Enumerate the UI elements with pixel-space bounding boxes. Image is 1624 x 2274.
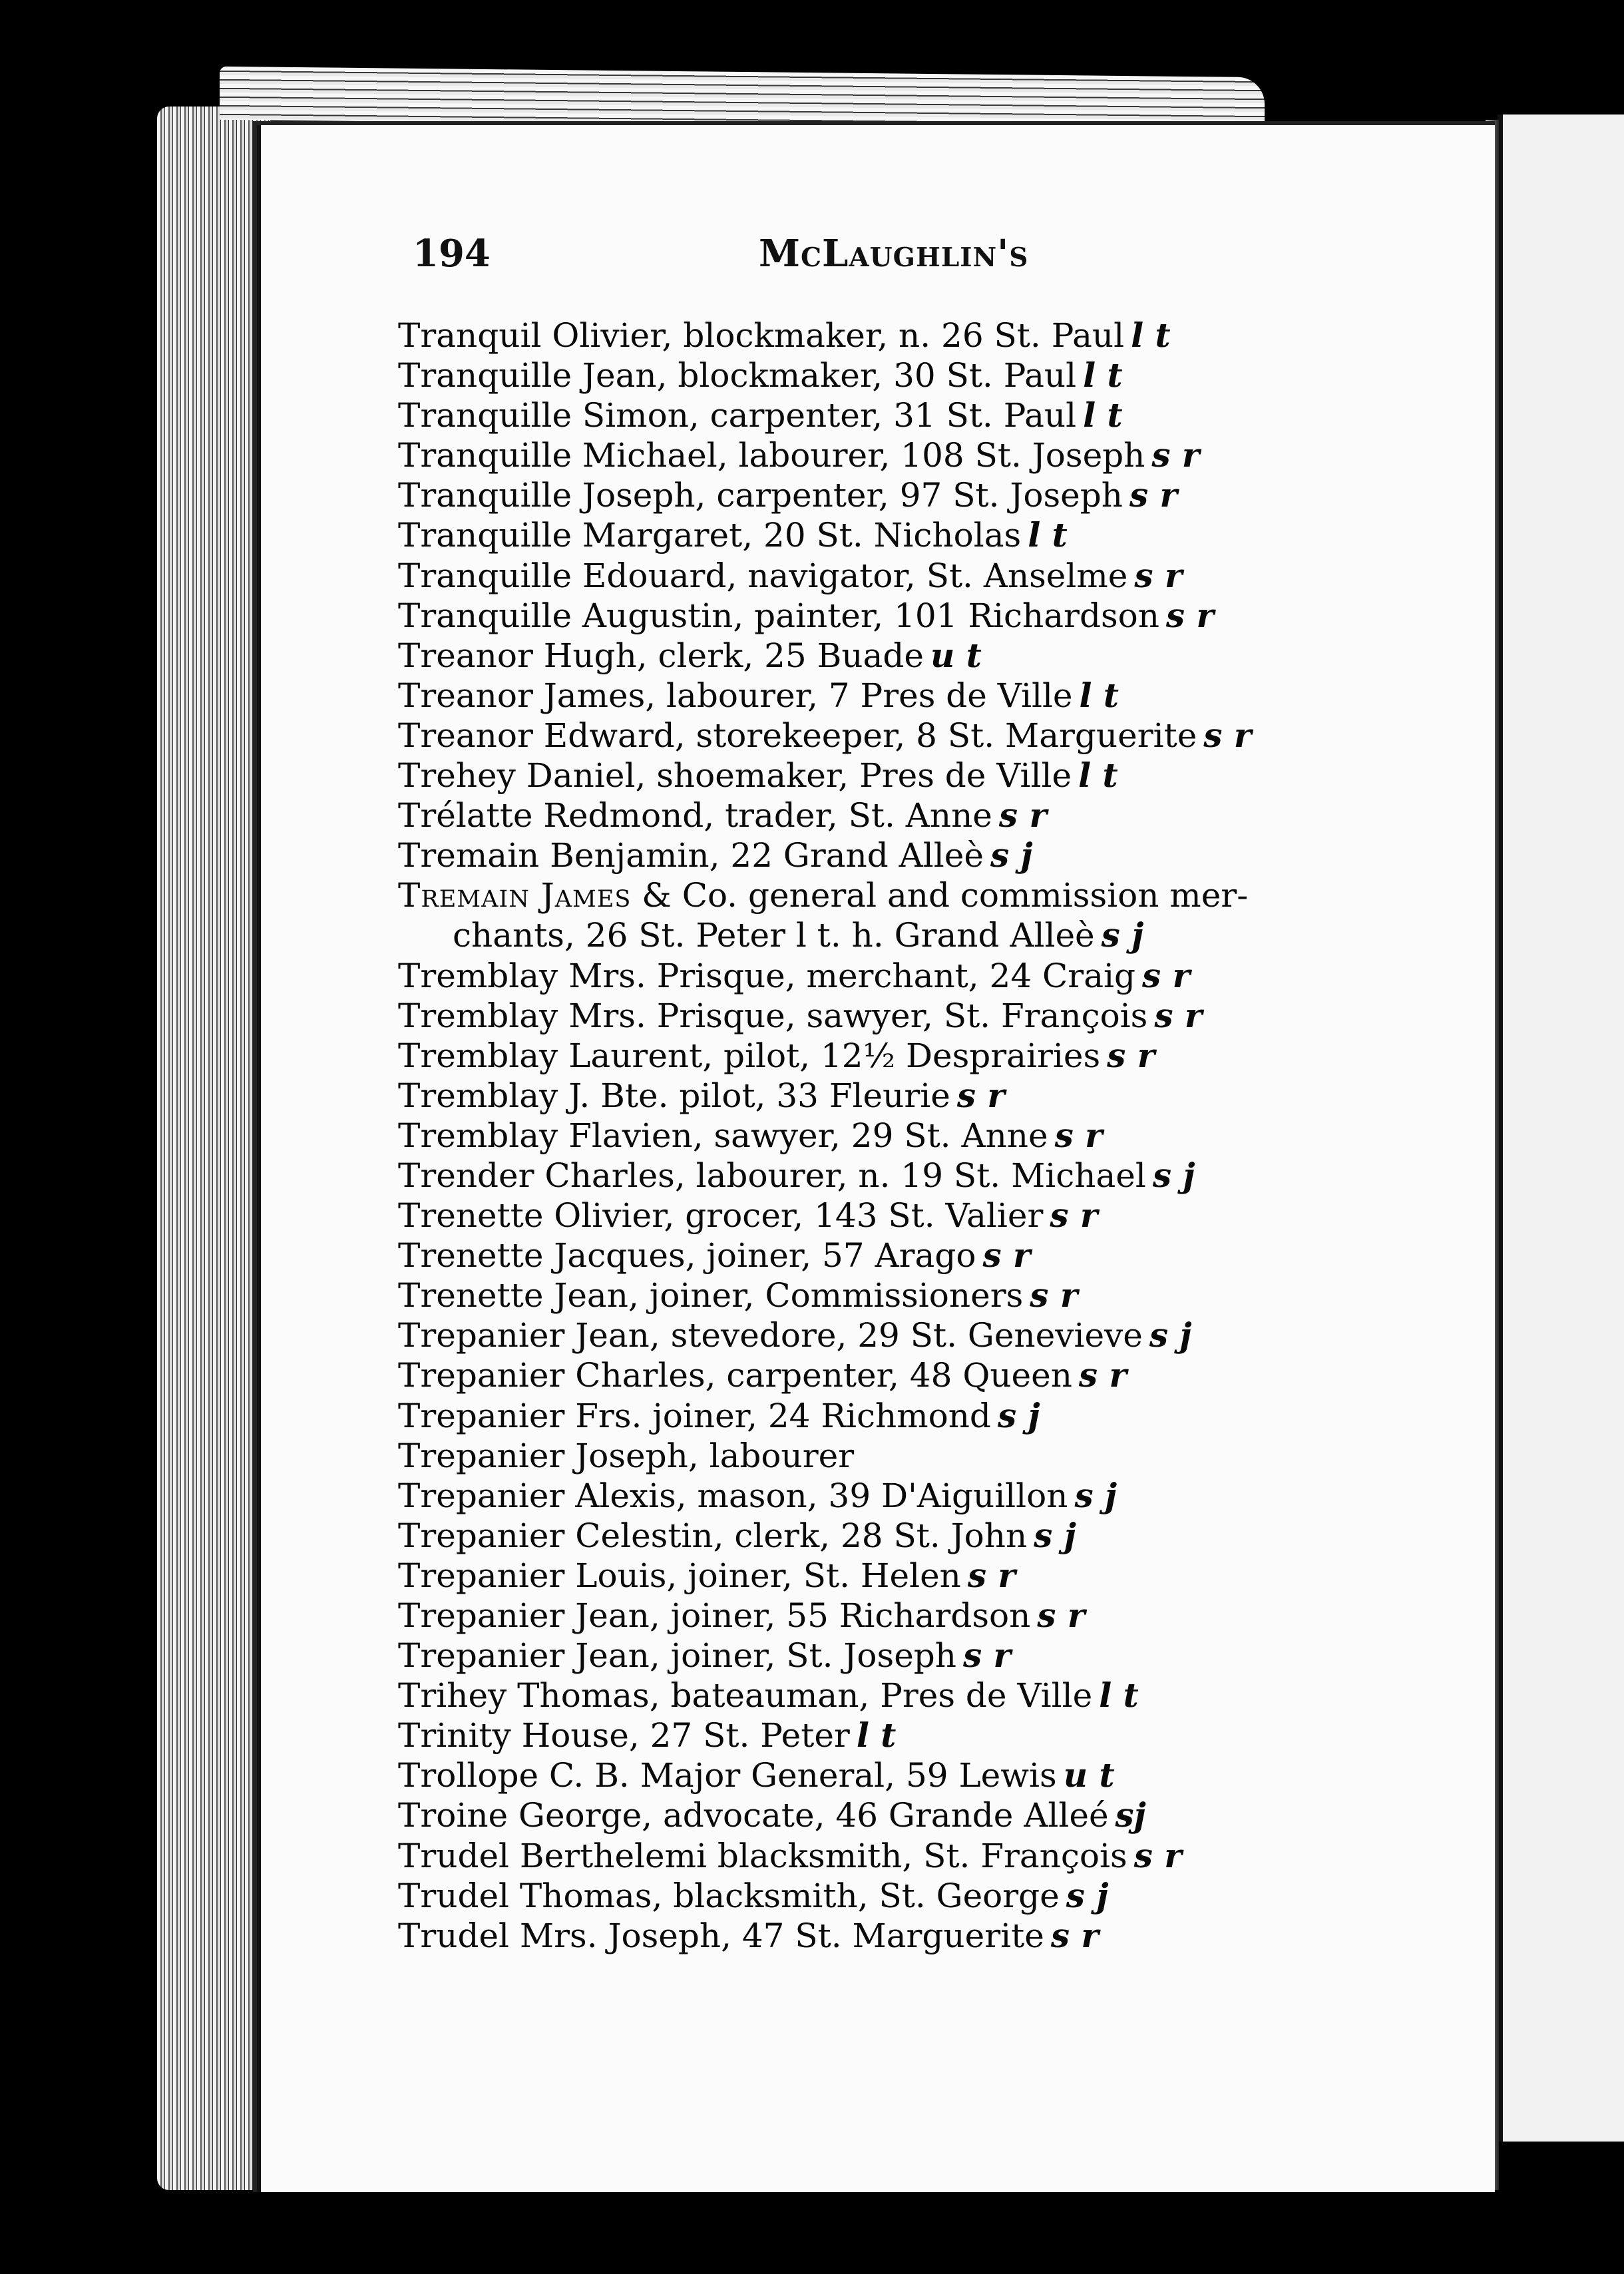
directory-entry: [398, 1275, 1496, 1315]
entry-text: Trepanier Jean, joiner, St. Joseph: [398, 1636, 956, 1676]
entry-ward-code: s j: [997, 1395, 1040, 1435]
entry-text: & Co. general and commission mer-: [631, 876, 1249, 915]
directory-entry: [398, 1156, 1496, 1196]
entry-text: Trudel Mrs. Joseph, 47 St. Marguerite: [398, 1916, 1044, 1955]
directory-entry: [398, 1876, 1496, 1916]
directory-entry: [398, 355, 1496, 395]
entry-text: Tranquille Augustin, painter, 101 Richardson: [398, 596, 1159, 635]
entry-ward-code: s r: [1078, 1355, 1127, 1395]
entry-ward-code: s j: [990, 835, 1033, 875]
entry-text: Troine George, advocate, 46 Grande Alleé: [398, 1796, 1109, 1835]
directory-entry: [398, 475, 1496, 515]
entry-name-smallcaps: Tremain James: [398, 876, 632, 915]
facing-page-strip: [1498, 114, 1624, 2142]
entry-text: Trepanier Alexis, mason, 39 D'Aiguillon: [398, 1476, 1068, 1515]
entry-text: Trinity House, 27 St. Peter: [398, 1716, 850, 1755]
entry-ward-code: s r: [1133, 1835, 1182, 1875]
entry-ward-code: s r: [967, 1555, 1016, 1595]
entry-ward-code: l t: [856, 1715, 897, 1755]
entry-ward-code: s r: [1030, 1275, 1078, 1315]
entry-ward-code: s r: [1142, 955, 1190, 995]
entry-text: Trepanier Joseph, labourer: [398, 1436, 855, 1475]
entry-text: Trenette Jacques, joiner, 57 Arago: [398, 1236, 976, 1275]
entry-text: Tranquille Simon, carpenter, 31 St. Paul: [398, 396, 1077, 435]
entry-ward-code: s r: [1050, 1915, 1099, 1955]
entry-text: Trender Charles, labourer, n. 19 St. Michael: [398, 1156, 1146, 1195]
directory-entry: [398, 1196, 1496, 1236]
directory-entry: [398, 515, 1496, 555]
entry-text: Trepanier Frs. joiner, 24 Richmond: [398, 1396, 991, 1435]
entry-ward-code: l t: [1078, 756, 1118, 796]
entry-text: Treanor Edward, storekeeper, 8 St. Marguerite: [398, 716, 1197, 755]
directory-entry: [398, 556, 1496, 596]
entry-ward-code: l t: [1131, 316, 1171, 355]
directory-entry: [398, 316, 1496, 355]
entry-ward-code: s j: [1152, 1155, 1195, 1195]
directory-entry: [398, 1836, 1496, 1876]
entry-text: Tranquille Margaret, 20 St. Nicholas: [398, 516, 1022, 555]
entry-ward-code: s r: [1203, 715, 1252, 755]
entry-ward-code: l t: [1079, 675, 1119, 715]
directory-entry: [398, 1236, 1496, 1275]
entry-ward-code: s r: [956, 1075, 1005, 1115]
entry-ward-code: s r: [1154, 995, 1203, 1035]
entry-ward-code: s j: [1034, 1515, 1076, 1555]
directory-entry: [398, 1116, 1496, 1156]
directory-entry: [398, 1036, 1496, 1076]
page-header: [413, 232, 1078, 278]
directory-entry: [398, 796, 1496, 835]
running-title: McLaughlin's: [759, 232, 1029, 276]
entry-text: Trollope C. B. Major General, 59 Lewis: [398, 1756, 1057, 1795]
entry-text: Tremblay Mrs. Prisque, sawyer, St. François: [398, 996, 1148, 1035]
entry-text: Trepanier Louis, joiner, St. Helen: [398, 1556, 961, 1595]
entry-text: Trepanier Charles, carpenter, 48 Queen: [398, 1356, 1072, 1395]
directory-entry: [398, 1556, 1496, 1596]
entry-ward-code: s r: [963, 1636, 1011, 1676]
entry-ward-code: s r: [1134, 555, 1183, 595]
entry-ward-code: u t: [1063, 1755, 1115, 1795]
directory-entry: [398, 996, 1496, 1036]
directory-entry: [398, 636, 1496, 676]
entry-ward-code: l t: [1083, 355, 1123, 395]
entry-text: Trepanier Celestin, clerk, 28 St. John: [398, 1516, 1028, 1555]
entry-ward-code: s j: [1066, 1875, 1109, 1915]
entry-ward-code: s j: [1074, 1475, 1117, 1515]
entry-ward-code: s r: [1037, 1596, 1086, 1635]
entry-ward-code: s r: [1054, 1115, 1103, 1155]
directory-entry: [398, 875, 1496, 915]
entry-ward-code: s j: [1101, 915, 1144, 955]
entry-text: Trenette Olivier, grocer, 143 St. Valier: [398, 1196, 1044, 1236]
entry-text: Tranquil Olivier, blockmaker, n. 26 St. Paul: [398, 316, 1125, 355]
directory-entries: [398, 316, 1496, 1956]
directory-entry: [398, 1676, 1496, 1715]
entry-ward-code: s r: [998, 796, 1047, 835]
directory-entry: [398, 835, 1496, 875]
entry-text: Trudel Berthelemi blacksmith, St. François: [398, 1836, 1127, 1875]
entry-text: chants, 26 St. Peter l t. h. Grand Alleè: [453, 916, 1095, 955]
directory-entry: [398, 1795, 1496, 1835]
entry-text: Trélatte Redmond, trader, St. Anne: [398, 796, 992, 835]
entry-text: Tremblay Laurent, pilot, 12½ Desprairies: [398, 1036, 1101, 1075]
directory-entry: [398, 1516, 1496, 1556]
entry-ward-code: l t: [1099, 1676, 1139, 1715]
entry-text: Trudel Thomas, blacksmith, St. George: [398, 1876, 1060, 1915]
entry-text: Trehey Daniel, shoemaker, Pres de Ville: [398, 756, 1072, 796]
directory-entry: [398, 1076, 1496, 1116]
entry-ward-code: s r: [1050, 1196, 1098, 1236]
directory-entry: [398, 1315, 1496, 1355]
entry-text: Trenette Jean, joiner, Commissioners: [398, 1276, 1024, 1315]
directory-entry: [398, 1476, 1496, 1516]
directory-entry: [398, 1355, 1496, 1395]
directory-entry: [398, 1636, 1496, 1676]
entry-ward-code: s r: [982, 1236, 1031, 1275]
entry-ward-code: l t: [1028, 515, 1068, 555]
entry-text: Trepanier Jean, stevedore, 29 St. Genevieve: [398, 1316, 1143, 1355]
page-number: 194: [413, 232, 491, 276]
entry-text: Trepanier Jean, joiner, 55 Richardson: [398, 1596, 1031, 1635]
directory-entry: [398, 756, 1496, 796]
entry-text: Treanor James, labourer, 7 Pres de Ville: [398, 676, 1073, 715]
directory-entry: [398, 395, 1496, 435]
entry-text: Tranquille Michael, labourer, 108 St. Joseph: [398, 436, 1145, 475]
entry-ward-code: s r: [1129, 475, 1177, 515]
entry-ward-code: sj: [1115, 1795, 1146, 1835]
directory-entry: [398, 1755, 1496, 1795]
entry-text: Tranquille Joseph, carpenter, 97 St. Joseph: [398, 476, 1123, 515]
directory-entry: [398, 1916, 1496, 1956]
entry-text: Tremain Benjamin, 22 Grand Alleè: [398, 836, 984, 875]
entry-text: Tremblay Flavien, sawyer, 29 St. Anne: [398, 1116, 1048, 1155]
directory-entry: [398, 716, 1496, 756]
entry-text: Treanor Hugh, clerk, 25 Buade: [398, 636, 924, 675]
directory-entry: [398, 956, 1496, 996]
directory-entry: [398, 1596, 1496, 1636]
directory-entry: [398, 915, 1496, 955]
entry-text: Tranquille Edouard, navigator, St. Anselme: [398, 556, 1128, 595]
directory-entry: [398, 676, 1496, 716]
entry-ward-code: s r: [1107, 1035, 1155, 1075]
entry-ward-code: s r: [1165, 595, 1214, 635]
directory-entry: [398, 596, 1496, 636]
entry-text: Tremblay Mrs. Prisque, merchant, 24 Craig: [398, 956, 1136, 995]
entry-text: Trihey Thomas, bateauman, Pres de Ville: [398, 1676, 1093, 1715]
entry-ward-code: s r: [1151, 435, 1200, 475]
entry-ward-code: u t: [930, 635, 982, 675]
directory-entry: [398, 1436, 1496, 1476]
entry-text: Tranquille Jean, blockmaker, 30 St. Paul: [398, 356, 1077, 395]
entry-text: Tremblay J. Bte. pilot, 33 Fleurie: [398, 1076, 950, 1115]
entry-ward-code: l t: [1083, 395, 1123, 435]
directory-entry: [398, 1715, 1496, 1755]
directory-entry: [398, 1396, 1496, 1436]
entry-ward-code: s j: [1149, 1315, 1192, 1355]
directory-entry: [398, 435, 1496, 475]
